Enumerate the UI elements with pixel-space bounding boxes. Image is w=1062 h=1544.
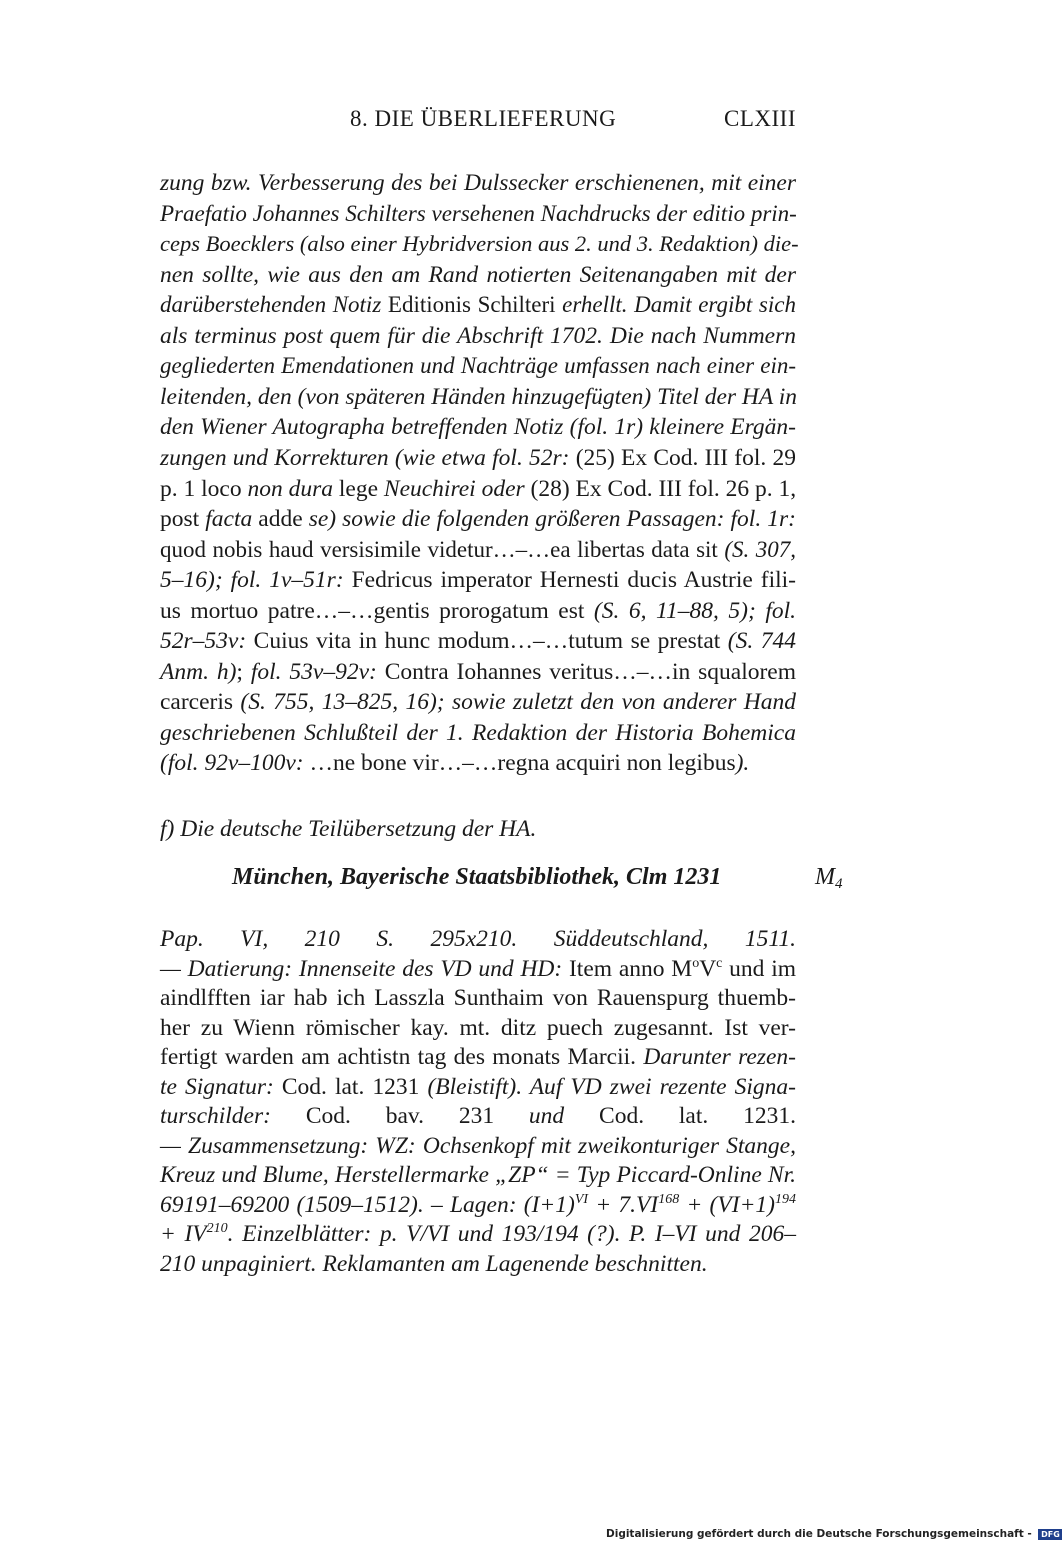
text-run: adde [252, 506, 309, 533]
text-run: den Wiener Autographa betreffenden Notiz (fol. 1r) kleinere Ergän- [160, 414, 796, 441]
text-line [160, 1071, 796, 1103]
text-run: 5–16); fol. 1v–51r: [160, 567, 352, 594]
text-line [160, 167, 796, 199]
text-run: Editionis Schilteri [387, 292, 556, 318]
text-run: nen sollte, wie aus den am Rand notierten Seitenangaben mit der [160, 261, 796, 288]
text-line [160, 717, 796, 749]
text-run: c [716, 955, 723, 971]
text-run: o [692, 955, 700, 971]
dfg-logo: DFG [1038, 1529, 1062, 1540]
text-run: 194 [775, 1191, 796, 1207]
text-run: 168 [658, 1191, 680, 1207]
text-line [160, 1012, 796, 1044]
text-run: facta [205, 506, 253, 533]
text-line [160, 564, 796, 596]
text-run: Item anno M [568, 955, 693, 982]
text-line [160, 1100, 796, 1132]
text-line [160, 982, 796, 1014]
text-line [160, 259, 796, 291]
text-line [160, 1041, 796, 1073]
text-run: Kreuz und Blume, Herstellermarke „ZP“ = Typ Piccard-Online Nr. [160, 1162, 796, 1188]
text-run: ceps Boecklers (also einer Hybridversion aus 2. und 3. Redaktion) die- [160, 231, 799, 257]
text-line [160, 503, 796, 535]
text-run: erhellt. Damit ergibt sich [555, 292, 796, 318]
text-run: quod nobis haud versisimile videtur…–…ea libertas data sit [160, 536, 725, 562]
text-run: (S. 755, 13–825, 16); sowie zuletzt den von anderer Hand [240, 689, 796, 716]
section-label: f) Die deutsche Teilübersetzung der HA. [160, 816, 537, 842]
text-line [160, 953, 796, 985]
text-run: non dura [247, 475, 333, 502]
text-run: + (VI+1) [679, 1191, 775, 1218]
funding-footer [606, 1528, 1062, 1542]
text-run: als terminus post quem für die Abschrift 1702. Die nach Nummern [160, 322, 796, 349]
text-run: Cuius vita in hunc modum…–…tutum se prestat [253, 628, 728, 655]
text-line [160, 289, 796, 321]
text-line [160, 320, 796, 352]
text-run: her zu Wienn römischer kay. mt. ditz puech zugesannt. Ist ver- [160, 1014, 796, 1041]
text-line [160, 350, 796, 382]
text-run: und im [722, 955, 796, 982]
text-run: (S. 6, 11–88, 5); fol. [593, 597, 796, 624]
text-run: VI [574, 1191, 589, 1207]
text-run: Anm. h) [160, 658, 237, 685]
text-run: zung bzw. Verbesserung des bei Dulssecker erschienenen, mit einer [160, 170, 796, 196]
text-run: Cod. lat. 1231 [281, 1073, 428, 1100]
text-run: us mortuo patre…–…gentis prorogatum est [160, 597, 594, 624]
text-run: gegliederten Emendationen und Nachträge umfassen nach einer ein- [160, 353, 796, 379]
text-line [160, 1189, 796, 1221]
funding-text: Digitalisierung gefördert durch die Deutsche Forschungsgemeinschaft - [606, 1528, 1032, 1540]
text-run: se) sowie die folgenden größeren Passagen: fol. 1r: [308, 506, 796, 533]
text-run: geschriebenen Schlußteil der 1. Redaktion der Historia Bohemica [160, 719, 796, 746]
manuscript-heading: München, Bayerische Staatsbibliothek, Clm 1231 [232, 864, 722, 890]
text-run: ; [236, 658, 251, 685]
text-run: (S. 307, [724, 536, 796, 562]
text-line [160, 1248, 796, 1280]
text-run: (25) Ex Cod. III fol. 29 [575, 444, 796, 471]
text-run: + IV [160, 1221, 207, 1247]
text-line [160, 534, 796, 566]
text-run: zungen und Korrekturen (wie etwa fol. 52r: [160, 444, 576, 471]
text-run: Cod. lat. 1231. [564, 1103, 796, 1129]
text-run: te Signatur: [160, 1073, 282, 1100]
text-line [160, 198, 796, 230]
text-run: . Einzelblätter: p. V/VI und 193/194 (?). P. I–VI und 206– [227, 1221, 796, 1247]
text-line [160, 473, 796, 505]
text-run: turschilder: [160, 1103, 306, 1129]
text-line [160, 625, 796, 657]
text-line [160, 228, 799, 260]
text-run: — Zusammensetzung: WZ: Ochsenkopf mit zweikonturiger Stange, [160, 1132, 796, 1159]
text-line [160, 1159, 796, 1191]
text-line [160, 656, 796, 688]
text-line [160, 1218, 796, 1250]
text-run: fertigt warden am achtistn tag des monats Marcii. [160, 1044, 644, 1070]
text-run: leitenden, den (von späteren Händen hinzugefügten) Titel der HA in [160, 383, 797, 410]
text-run: Darunter rezen- [643, 1044, 796, 1070]
running-header [160, 106, 796, 138]
text-run: p. 1 loco [160, 475, 248, 502]
text-run: Praefatio Johannes Schilters versehenen Nachdrucks der editio prin- [160, 200, 797, 226]
text-line [160, 686, 796, 718]
text-run: post [160, 506, 206, 533]
text-run: Fedricus imperator Hernesti ducis Austrie fili- [351, 567, 796, 594]
text-run: Contra Iohannes veritus…–…in squalorem [384, 658, 797, 685]
text-run: lege [333, 475, 384, 502]
text-line [160, 595, 796, 627]
text-run: 52r–53v: [160, 628, 254, 655]
text-run: ). [735, 750, 750, 777]
text-line [160, 1130, 796, 1162]
text-run: — Datierung: Innenseite des VD und HD: [160, 955, 569, 982]
text-run: 210 [206, 1221, 228, 1237]
page-number: CLXIII [724, 106, 796, 131]
text-run: + 7.VI [588, 1191, 659, 1218]
manuscript-siglum: $M_4$ [815, 864, 843, 892]
running-title: 8. DIE ÜBERLIEFERUNG [350, 106, 617, 131]
text-run: (fol. 92v–100v: [160, 750, 310, 777]
text-run: (S. 744 [727, 628, 796, 655]
text-run: aindlfften iar hab ich Lasszla Sunthaim von Rauenspurg thuemb- [160, 985, 796, 1011]
text-run: carceris [160, 689, 241, 716]
text-run: Neuchirei oder [383, 475, 525, 502]
text-run: darüberstehenden Notiz [160, 292, 388, 318]
text-run: und [528, 1103, 565, 1129]
text-run: 210 unpaginiert. Reklamanten am Lagenende beschnitten. [160, 1250, 708, 1277]
text-run: Pap. VI, 210 S. 295x210. Süddeutschland, 1511. [160, 926, 796, 952]
text-line [160, 747, 796, 779]
text-run: (Bleistift). Auf VD zwei rezente Signa- [427, 1073, 796, 1100]
text-line [160, 381, 796, 413]
text-run: 69191–69200 (1509–1512). – Lagen: (I+1) [160, 1191, 575, 1218]
text-line [160, 411, 796, 443]
text-line [160, 923, 796, 955]
text-run: …ne bone vir…–…regna acquiri non legibus [309, 750, 736, 777]
text-run: (28) Ex Cod. III fol. 26 p. 1, [524, 475, 797, 502]
text-run: fol. 53v–92v: [250, 658, 385, 685]
text-line [160, 442, 796, 474]
text-run: V [699, 955, 717, 982]
text-run: Cod. bav. 231 [305, 1103, 529, 1129]
